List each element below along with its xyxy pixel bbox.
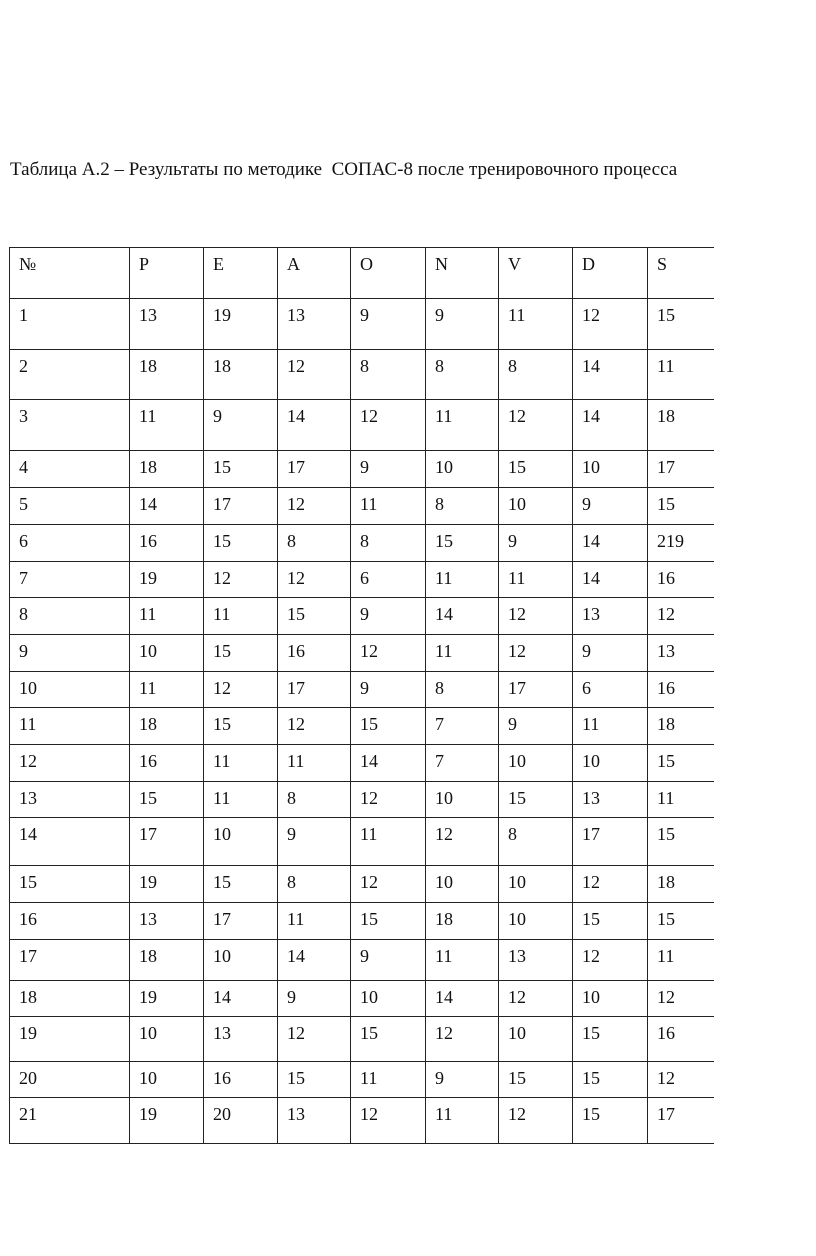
table-cell-n: 14: [426, 598, 499, 635]
table-row: [10, 818, 714, 866]
table-cell-s: 15: [648, 818, 714, 866]
table-cell-s: 219: [648, 525, 714, 562]
table-cell-o: 9: [351, 299, 426, 350]
table-cell-number: 12: [10, 745, 130, 782]
table-cell-o: 8: [351, 525, 426, 562]
table-cell-d: 17: [573, 818, 648, 866]
column-header-o: O: [351, 248, 426, 299]
table-cell-d: 14: [573, 350, 648, 400]
table-cell-d: 14: [573, 525, 648, 562]
table-cell-a: 14: [278, 940, 351, 981]
table-row: [10, 1062, 714, 1098]
table-cell-e: 11: [204, 782, 278, 818]
table-cell-p: 11: [130, 598, 204, 635]
table-row: [10, 903, 714, 940]
table-cell-p: 11: [130, 400, 204, 451]
table-cell-o: 9: [351, 598, 426, 635]
table-cell-e: 15: [204, 708, 278, 745]
table-cell-number: 5: [10, 488, 130, 525]
table-cell-a: 8: [278, 782, 351, 818]
table-cell-n: 8: [426, 672, 499, 708]
table-cell-v: 8: [499, 818, 573, 866]
table-cell-number: 16: [10, 903, 130, 940]
table-cell-a: 14: [278, 400, 351, 451]
table-cell-v: 11: [499, 299, 573, 350]
table-cell-v: 10: [499, 903, 573, 940]
table-cell-s: 16: [648, 672, 714, 708]
table-cell-n: 11: [426, 400, 499, 451]
table-cell-p: 18: [130, 451, 204, 488]
table-row: [10, 866, 714, 903]
table-cell-n: 15: [426, 525, 499, 562]
table-cell-v: 12: [499, 1098, 573, 1144]
column-header-d: D: [573, 248, 648, 299]
table-cell-e: 11: [204, 598, 278, 635]
table-cell-number: 13: [10, 782, 130, 818]
table-cell-a: 11: [278, 903, 351, 940]
table-cell-v: 12: [499, 981, 573, 1017]
table-cell-n: 8: [426, 488, 499, 525]
table-row: [10, 451, 714, 488]
table-cell-e: 15: [204, 525, 278, 562]
table-cell-n: 9: [426, 1062, 499, 1098]
table-cell-p: 11: [130, 672, 204, 708]
table-cell-e: 14: [204, 981, 278, 1017]
table-cell-v: 12: [499, 635, 573, 672]
table-row: [10, 299, 714, 350]
table-cell-a: 17: [278, 672, 351, 708]
table-cell-n: 11: [426, 562, 499, 598]
table-cell-number: 11: [10, 708, 130, 745]
table-cell-a: 13: [278, 1098, 351, 1144]
table-cell-v: 15: [499, 1062, 573, 1098]
table-cell-a: 12: [278, 708, 351, 745]
table-cell-o: 9: [351, 940, 426, 981]
table-cell-n: 10: [426, 451, 499, 488]
table-cell-s: 12: [648, 598, 714, 635]
table-cell-p: 18: [130, 350, 204, 400]
table-cell-number: 15: [10, 866, 130, 903]
table-cell-v: 10: [499, 866, 573, 903]
table-cell-a: 11: [278, 745, 351, 782]
table-cell-v: 15: [499, 782, 573, 818]
table-row: [10, 782, 714, 818]
table-cell-n: 18: [426, 903, 499, 940]
table-cell-o: 9: [351, 672, 426, 708]
table-cell-p: 18: [130, 940, 204, 981]
table-cell-d: 12: [573, 940, 648, 981]
table-cell-d: 15: [573, 1098, 648, 1144]
column-header-p: P: [130, 248, 204, 299]
table-cell-number: 21: [10, 1098, 130, 1144]
table-cell-p: 14: [130, 488, 204, 525]
table-row: [10, 598, 714, 635]
table-cell-s: 11: [648, 782, 714, 818]
table-cell-e: 10: [204, 818, 278, 866]
table-cell-e: 16: [204, 1062, 278, 1098]
table-cell-v: 15: [499, 451, 573, 488]
table-cell-e: 15: [204, 866, 278, 903]
table-header-row: [10, 248, 714, 299]
table-cell-o: 10: [351, 981, 426, 1017]
table-cell-s: 15: [648, 299, 714, 350]
table-cell-a: 15: [278, 1062, 351, 1098]
table-cell-d: 14: [573, 400, 648, 451]
table-cell-number: 6: [10, 525, 130, 562]
table-row: [10, 350, 714, 400]
table-cell-d: 9: [573, 488, 648, 525]
table-cell-p: 15: [130, 782, 204, 818]
table-cell-n: 12: [426, 818, 499, 866]
table-cell-v: 12: [499, 598, 573, 635]
table-cell-o: 11: [351, 818, 426, 866]
table-cell-d: 12: [573, 299, 648, 350]
table-cell-s: 15: [648, 903, 714, 940]
column-header-number: №: [10, 248, 130, 299]
table-cell-o: 12: [351, 782, 426, 818]
table-cell-d: 11: [573, 708, 648, 745]
table-cell-number: 20: [10, 1062, 130, 1098]
table-cell-number: 19: [10, 1017, 130, 1062]
table-cell-n: 7: [426, 745, 499, 782]
table-cell-s: 17: [648, 451, 714, 488]
table-cell-n: 11: [426, 635, 499, 672]
table-cell-s: 18: [648, 708, 714, 745]
table-cell-o: 12: [351, 635, 426, 672]
table-cell-o: 9: [351, 451, 426, 488]
table-cell-d: 15: [573, 1017, 648, 1062]
table-cell-v: 8: [499, 350, 573, 400]
table-cell-d: 15: [573, 1062, 648, 1098]
table-cell-a: 9: [278, 981, 351, 1017]
table-cell-v: 11: [499, 562, 573, 598]
table-cell-e: 10: [204, 940, 278, 981]
table-cell-n: 9: [426, 299, 499, 350]
table-cell-v: 9: [499, 708, 573, 745]
table-cell-e: 18: [204, 350, 278, 400]
table-row: [10, 525, 714, 562]
table-cell-d: 15: [573, 903, 648, 940]
table-cell-a: 15: [278, 598, 351, 635]
table-cell-o: 11: [351, 488, 426, 525]
table-row: [10, 981, 714, 1017]
table-cell-e: 17: [204, 903, 278, 940]
table-cell-d: 10: [573, 451, 648, 488]
table-row: [10, 745, 714, 782]
table-cell-p: 19: [130, 562, 204, 598]
table-cell-p: 10: [130, 635, 204, 672]
table-cell-p: 13: [130, 903, 204, 940]
table-cell-e: 19: [204, 299, 278, 350]
table-cell-number: 7: [10, 562, 130, 598]
table-cell-number: 1: [10, 299, 130, 350]
table-cell-v: 13: [499, 940, 573, 981]
table-cell-p: 16: [130, 525, 204, 562]
table-cell-p: 19: [130, 981, 204, 1017]
table-cell-n: 11: [426, 1098, 499, 1144]
table-cell-p: 17: [130, 818, 204, 866]
table-cell-a: 17: [278, 451, 351, 488]
table-cell-number: 18: [10, 981, 130, 1017]
table-cell-d: 6: [573, 672, 648, 708]
table-row: [10, 1017, 714, 1062]
table-row: [10, 1098, 714, 1144]
table-row: [10, 940, 714, 981]
table-cell-s: 18: [648, 400, 714, 451]
table-cell-e: 20: [204, 1098, 278, 1144]
table-cell-e: 15: [204, 635, 278, 672]
table-cell-s: 15: [648, 488, 714, 525]
table-cell-n: 14: [426, 981, 499, 1017]
table-cell-e: 15: [204, 451, 278, 488]
table-row: [10, 562, 714, 598]
table-cell-e: 17: [204, 488, 278, 525]
table-cell-p: 10: [130, 1017, 204, 1062]
table-cell-e: 12: [204, 562, 278, 598]
table-cell-v: 9: [499, 525, 573, 562]
table-cell-d: 10: [573, 745, 648, 782]
table-cell-s: 11: [648, 940, 714, 981]
table-cell-e: 12: [204, 672, 278, 708]
table-cell-a: 12: [278, 562, 351, 598]
table-cell-number: 4: [10, 451, 130, 488]
table-cell-a: 13: [278, 299, 351, 350]
results-table: [9, 247, 714, 1144]
column-header-s: S: [648, 248, 714, 299]
table-cell-n: 10: [426, 782, 499, 818]
table-row: [10, 672, 714, 708]
table-cell-d: 10: [573, 981, 648, 1017]
table-cell-s: 17: [648, 1098, 714, 1144]
table-cell-o: 12: [351, 1098, 426, 1144]
table-cell-p: 19: [130, 1098, 204, 1144]
table-row: [10, 635, 714, 672]
results-table-body: [10, 248, 714, 1144]
table-cell-e: 13: [204, 1017, 278, 1062]
table-cell-s: 11: [648, 350, 714, 400]
table-cell-n: 8: [426, 350, 499, 400]
table-cell-p: 10: [130, 1062, 204, 1098]
table-cell-v: 12: [499, 400, 573, 451]
table-cell-p: 13: [130, 299, 204, 350]
table-cell-number: 9: [10, 635, 130, 672]
table-cell-number: 2: [10, 350, 130, 400]
table-cell-o: 6: [351, 562, 426, 598]
table-cell-e: 9: [204, 400, 278, 451]
table-row: [10, 488, 714, 525]
column-header-e: E: [204, 248, 278, 299]
table-cell-o: 11: [351, 1062, 426, 1098]
table-cell-a: 12: [278, 1017, 351, 1062]
table-cell-o: 14: [351, 745, 426, 782]
table-cell-o: 15: [351, 903, 426, 940]
table-cell-number: 8: [10, 598, 130, 635]
table-caption: Таблица А.2 – Результаты по методике СОПАС-8 после тренировочного процесса: [10, 159, 678, 180]
table-cell-d: 9: [573, 635, 648, 672]
table-cell-a: 8: [278, 525, 351, 562]
table-row: [10, 708, 714, 745]
table-cell-v: 10: [499, 488, 573, 525]
table-cell-s: 16: [648, 562, 714, 598]
table-row: [10, 400, 714, 451]
table-cell-a: 16: [278, 635, 351, 672]
table-cell-e: 11: [204, 745, 278, 782]
table-cell-number: 10: [10, 672, 130, 708]
table-cell-s: 16: [648, 1017, 714, 1062]
table-cell-p: 16: [130, 745, 204, 782]
table-cell-number: 17: [10, 940, 130, 981]
table-cell-s: 13: [648, 635, 714, 672]
table-cell-d: 14: [573, 562, 648, 598]
table-cell-o: 15: [351, 708, 426, 745]
table-cell-s: 15: [648, 745, 714, 782]
table-cell-o: 12: [351, 400, 426, 451]
table-cell-a: 12: [278, 350, 351, 400]
table-cell-o: 8: [351, 350, 426, 400]
table-cell-number: 14: [10, 818, 130, 866]
table-cell-n: 7: [426, 708, 499, 745]
table-cell-d: 13: [573, 598, 648, 635]
table-cell-n: 12: [426, 1017, 499, 1062]
table-cell-s: 12: [648, 981, 714, 1017]
table-cell-p: 19: [130, 866, 204, 903]
table-cell-s: 18: [648, 866, 714, 903]
table-cell-v: 10: [499, 745, 573, 782]
table-cell-d: 12: [573, 866, 648, 903]
table-cell-o: 15: [351, 1017, 426, 1062]
table-cell-s: 12: [648, 1062, 714, 1098]
table-cell-a: 9: [278, 818, 351, 866]
table-cell-n: 10: [426, 866, 499, 903]
table-cell-o: 12: [351, 866, 426, 903]
column-header-v: V: [499, 248, 573, 299]
table-cell-a: 12: [278, 488, 351, 525]
table-cell-v: 17: [499, 672, 573, 708]
table-cell-p: 18: [130, 708, 204, 745]
table-cell-n: 11: [426, 940, 499, 981]
table-cell-v: 10: [499, 1017, 573, 1062]
column-header-n: N: [426, 248, 499, 299]
table-cell-d: 13: [573, 782, 648, 818]
table-cell-a: 8: [278, 866, 351, 903]
column-header-a: A: [278, 248, 351, 299]
table-cell-number: 3: [10, 400, 130, 451]
